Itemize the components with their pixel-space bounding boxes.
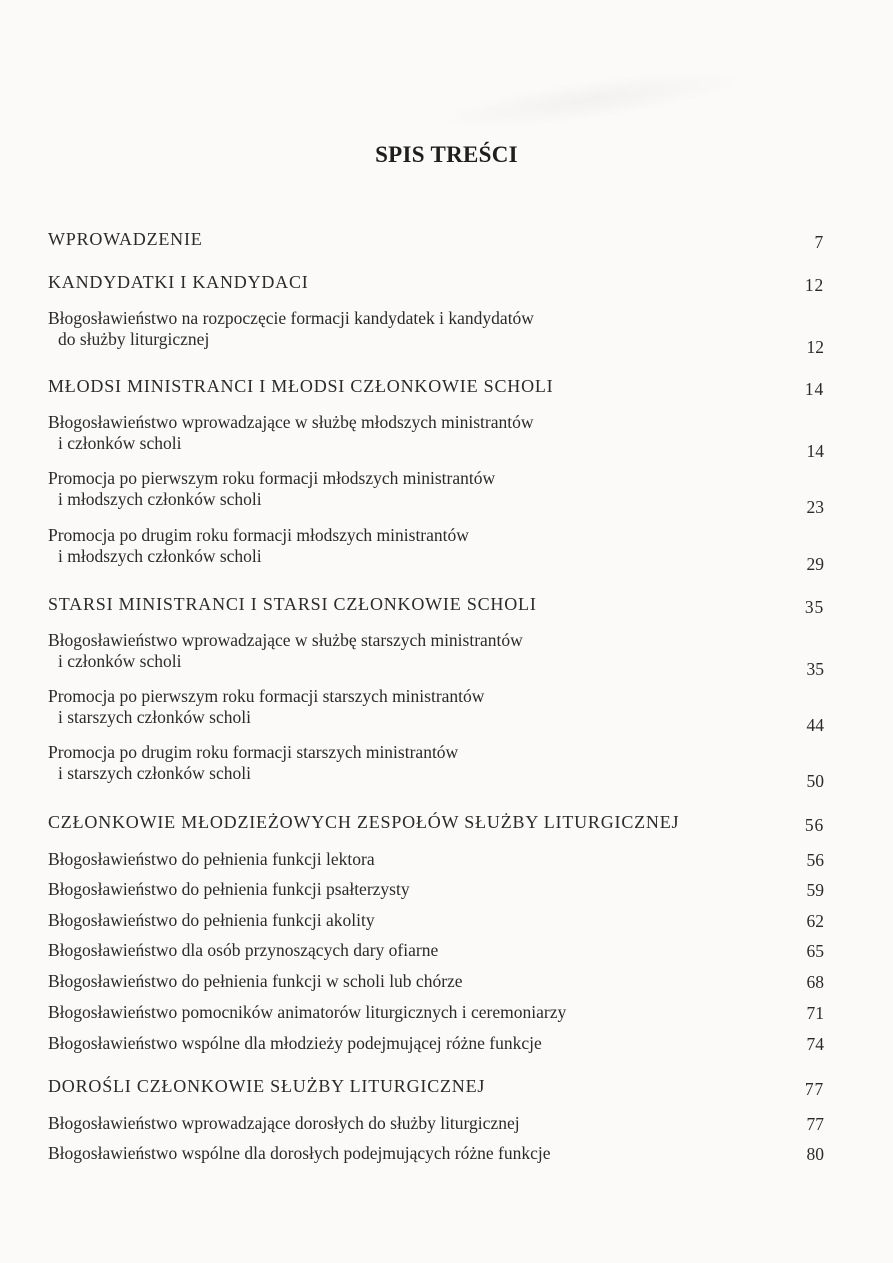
toc-entry-title: CZŁONKOWIE MŁODZIEŻOWYCH ZESPOŁÓW SŁUŻBY LITURGICZNEJ: [48, 812, 680, 832]
toc-entry[interactable]: [48, 412, 828, 462]
toc-entry-title: Błogosławieństwo wprowadzające w służbę młodszych ministrantów: [48, 412, 534, 432]
toc-entry-title-continued: i członków scholi: [58, 433, 182, 453]
toc-entry-title: Błogosławieństwo na rozpoczęcie formacji kandydatek i kandydatów: [48, 308, 534, 328]
toc-page-number: 68: [806, 972, 824, 992]
toc-entry-title: Promocja po pierwszym roku formacji starszych ministrantów: [48, 686, 485, 706]
toc-page-number: 14: [804, 379, 824, 399]
toc-page-number: 12: [804, 275, 824, 295]
toc-page-number: 59: [806, 880, 824, 900]
toc-page-number: 80: [806, 1144, 824, 1164]
toc-entry-title-continued: i młodszych członków scholi: [58, 546, 262, 566]
toc-entry-title: Promocja po pierwszym roku formacji młodszych ministrantów: [48, 468, 496, 488]
toc-page-number: 12: [806, 337, 824, 357]
toc-entry[interactable]: [48, 742, 828, 792]
toc-section-mlodziezowe[interactable]: [48, 812, 828, 836]
toc-page-number: 50: [806, 771, 824, 791]
toc-entry-title: Błogosławieństwo do pełnienia funkcji psałterzysty: [48, 879, 410, 899]
toc-entry-title: Błogosławieństwo wspólne dla dorosłych podejmujących różne funkcje: [48, 1143, 551, 1163]
toc-entry[interactable]: [48, 849, 828, 871]
toc-entry-title: Błogosławieństwo dla osób przynoszących dary ofiarne: [48, 940, 439, 960]
toc-entry[interactable]: [48, 1143, 828, 1165]
toc-page-number: 7: [814, 232, 824, 252]
toc-section-dorosli[interactable]: [48, 1076, 828, 1100]
toc-page-number: 62: [806, 911, 824, 931]
toc-entry-title: DOROŚLI CZŁONKOWIE SŁUŻBY LITURGICZNEJ: [48, 1076, 486, 1096]
toc-section-kandydatki[interactable]: [48, 272, 828, 296]
toc-entry[interactable]: [48, 525, 828, 575]
toc-entry-title-continued: i starszych członków scholi: [58, 763, 251, 783]
toc-entry-title: Błogosławieństwo do pełnienia funkcji akolity: [48, 910, 375, 930]
toc-entry[interactable]: [48, 686, 828, 736]
toc-entry[interactable]: [48, 879, 828, 901]
toc-entry-title: MŁODSI MINISTRANCI I MŁODSI CZŁONKOWIE SCHOLI: [48, 376, 554, 396]
toc-page-number: 77: [804, 1079, 824, 1099]
toc-entry[interactable]: [48, 1113, 828, 1135]
toc-page-number: 56: [806, 850, 824, 870]
toc-entry-title: Błogosławieństwo wprowadzające dorosłych do służby liturgicznej: [48, 1113, 520, 1133]
toc-section-starsi[interactable]: [48, 594, 828, 618]
toc-entry-title: Błogosławieństwo pomocników animatorów liturgicznych i ceremoniarzy: [48, 1002, 567, 1022]
toc-entry[interactable]: [48, 1002, 828, 1024]
toc-entry-title: Błogosławieństwo do pełnienia funkcji w scholi lub chórze: [48, 971, 463, 991]
toc-entry[interactable]: [48, 630, 828, 680]
toc-entry-title-continued: i starszych członków scholi: [58, 707, 251, 727]
toc-page-number: 23: [806, 497, 824, 517]
toc-entry-title-continued: i młodszych członków scholi: [58, 489, 262, 509]
toc-entry[interactable]: [48, 971, 828, 993]
toc-page-number: 29: [806, 554, 824, 574]
toc-entry-title: WPROWADZENIE: [48, 229, 203, 249]
toc-page-number: 14: [806, 441, 824, 461]
toc-entry-title: Błogosławieństwo wprowadzające w służbę starszych ministrantów: [48, 630, 523, 650]
toc-page-number: 77: [806, 1114, 824, 1134]
toc-entry-title: Promocja po drugim roku formacji starszych ministrantów: [48, 742, 459, 762]
toc-section-mlodsi[interactable]: [48, 376, 828, 400]
toc-entry[interactable]: [48, 940, 828, 962]
toc-page-number: 65: [806, 941, 824, 961]
toc-entry-title: Promocja po drugim roku formacji młodszych ministrantów: [48, 525, 469, 545]
toc-entry-title: Błogosławieństwo wspólne dla młodzieży podejmującej różne funkcje: [48, 1033, 542, 1053]
toc-entry[interactable]: [48, 910, 828, 932]
toc-entry[interactable]: [48, 308, 828, 358]
toc-page-number: 74: [806, 1034, 824, 1054]
toc-entry-title: STARSI MINISTRANCI I STARSI CZŁONKOWIE SCHOLI: [48, 594, 537, 614]
toc-page-number: 35: [806, 659, 824, 679]
toc-page-number: 56: [804, 815, 824, 835]
toc-entry-title-continued: i członków scholi: [58, 651, 182, 671]
toc-entry[interactable]: [48, 1033, 828, 1055]
toc-entry-title: Błogosławieństwo do pełnienia funkcji lektora: [48, 849, 375, 869]
paper-shadow: [429, 58, 751, 142]
toc-page-number: 71: [806, 1003, 824, 1023]
toc-entry-title: KANDYDATKI I KANDYDACI: [48, 272, 309, 292]
toc-entry[interactable]: [48, 468, 828, 518]
toc-section-wprowadzenie[interactable]: [48, 229, 828, 253]
toc-entry-title-continued: do służby liturgicznej: [58, 329, 210, 349]
toc-page-number: 44: [806, 715, 824, 735]
toc-page-number: 35: [804, 597, 824, 617]
page-title: SPIS TREŚCI: [375, 142, 518, 167]
